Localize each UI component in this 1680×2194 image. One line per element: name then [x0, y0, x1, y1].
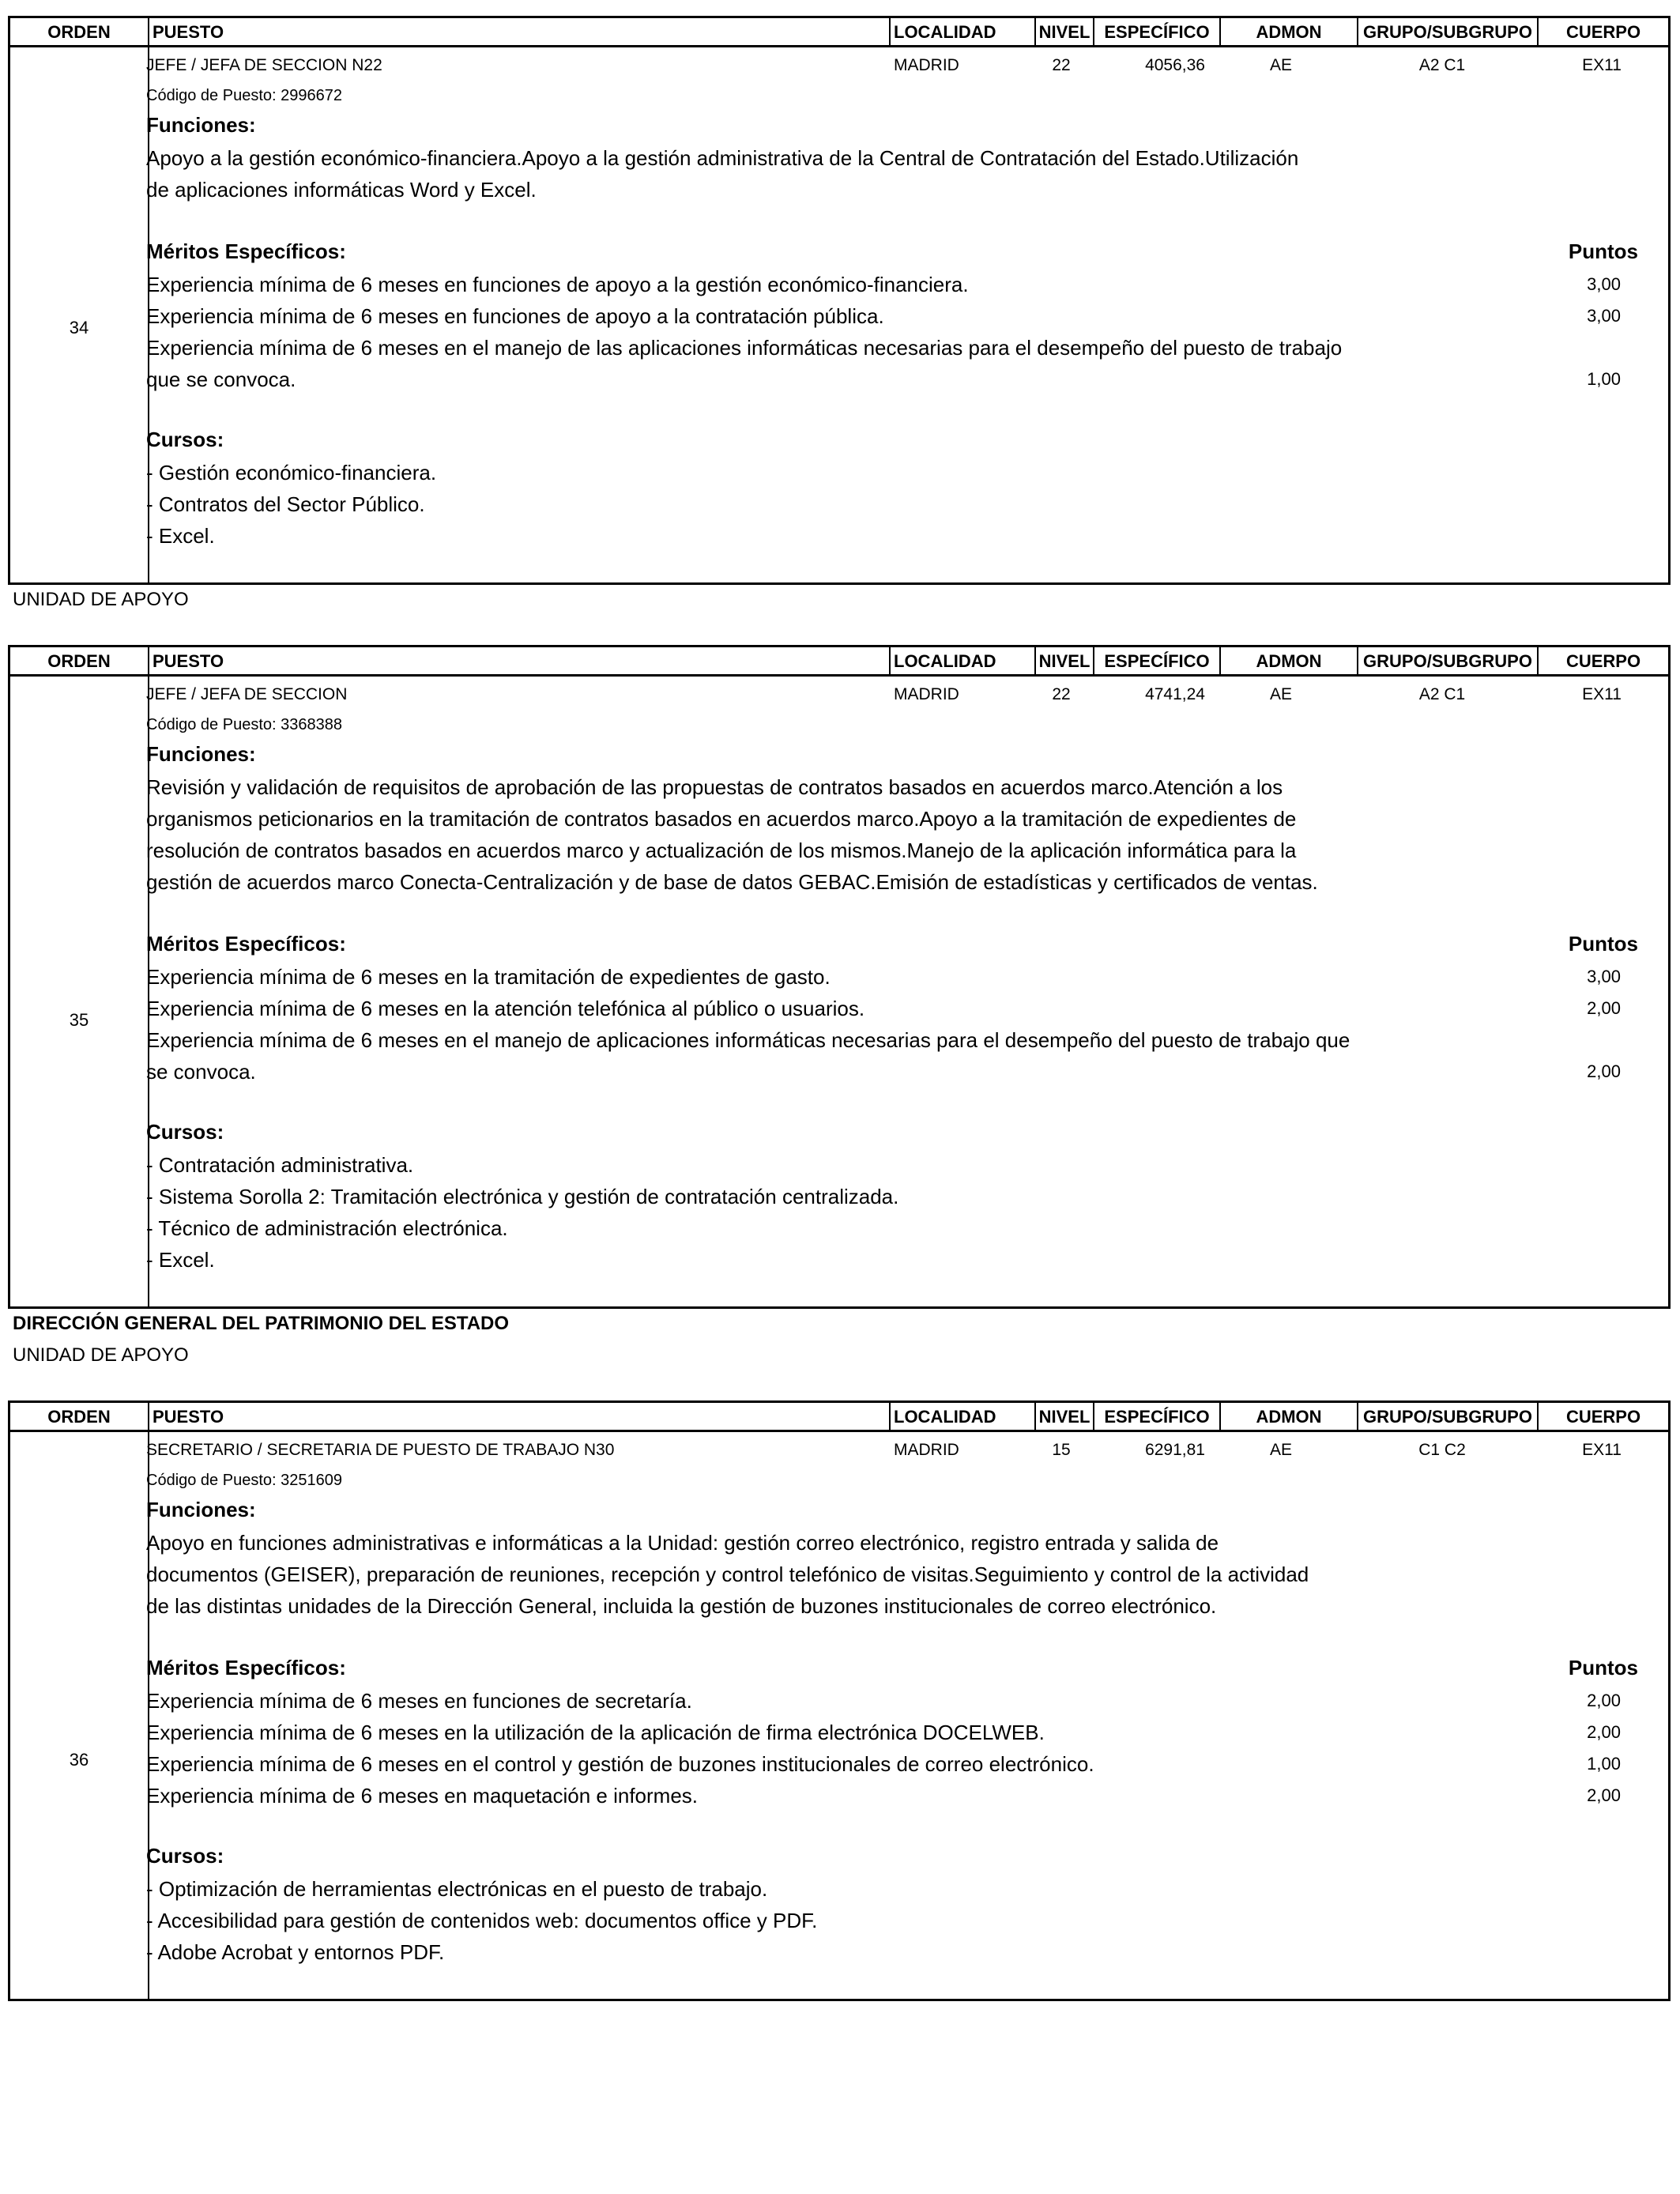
- funciones-line: Apoyo a la gestión económico-financiera.Apoyo a la gestión administrativa de la Central de Contratación del Estado.Utilización: [146, 146, 1299, 170]
- column-header-cuerpo: CUERPO: [1565, 651, 1641, 671]
- curso-item: - Contratación administrativa.: [146, 1153, 414, 1177]
- merito-puntos: 1,00: [1587, 1754, 1621, 1774]
- column-divider: [1537, 1403, 1539, 1430]
- puntos-heading: Puntos: [1568, 932, 1638, 956]
- column-header-orden: ORDEN: [47, 22, 111, 42]
- column-header-nivel: NIVEL: [1038, 22, 1090, 42]
- column-divider: [148, 1403, 149, 1430]
- merito-line: Experiencia mínima de 6 meses en la tramitación de expedientes de gasto.: [146, 965, 831, 989]
- column-header-nivel: NIVEL: [1038, 651, 1090, 671]
- merito-line: que se convoca.: [146, 368, 296, 391]
- position-row: [8, 1432, 1671, 2001]
- puntos-heading: Puntos: [1568, 239, 1638, 263]
- column-divider: [1034, 647, 1036, 674]
- merito-puntos: 2,00: [1587, 1785, 1621, 1805]
- column-header-puesto: PUESTO: [153, 22, 224, 42]
- curso-item: - Excel.: [146, 1248, 215, 1272]
- curso-item: - Técnico de administración electrónica.: [146, 1216, 508, 1240]
- puesto-title: SECRETARIO / SECRETARIA DE PUESTO DE TRABAJO N30: [146, 1441, 615, 1459]
- value-nivel: 22: [1052, 685, 1071, 703]
- column-header-localidad: LOCALIDAD: [894, 651, 996, 671]
- orden-number: 35: [69, 1010, 89, 1030]
- curso-item: - Optimización de herramientas electrónicas en el puesto de trabajo.: [146, 1877, 768, 1901]
- column-divider: [889, 18, 891, 45]
- position-row: [8, 677, 1671, 1309]
- value-localidad: MADRID: [894, 56, 959, 74]
- column-divider: [1093, 18, 1094, 45]
- cursos-heading: Cursos:: [146, 428, 224, 451]
- column-header-localidad: LOCALIDAD: [894, 1407, 996, 1427]
- meritos-heading: Méritos Específicos:: [146, 239, 346, 263]
- funciones-line: Revisión y validación de requisitos de aprobación de las propuestas de contratos basados en acuerdos marco.Atención a los: [146, 775, 1283, 799]
- value-cuerpo: EX11: [1582, 685, 1622, 703]
- column-header-admon: ADMON: [1256, 1407, 1322, 1427]
- funciones-line: de aplicaciones informáticas Word y Excel.: [146, 178, 537, 202]
- funciones-line: de las distintas unidades de la Dirección General, incluida la gestión de buzones institucionales de correo electrónico.: [146, 1594, 1217, 1618]
- column-divider: [1357, 18, 1358, 45]
- column-header-orden: ORDEN: [47, 1407, 111, 1427]
- column-header-admon: ADMON: [1256, 651, 1322, 671]
- column-header-localidad: LOCALIDAD: [894, 22, 996, 42]
- merito-puntos: 2,00: [1587, 998, 1621, 1018]
- merito-puntos: 2,00: [1587, 1691, 1621, 1710]
- value-admon: AE: [1269, 685, 1292, 703]
- value-cuerpo: EX11: [1582, 56, 1622, 74]
- column-divider: [148, 647, 149, 674]
- column-header-especifico: ESPECÍFICO: [1104, 1407, 1210, 1427]
- section-line-unidad-2: UNIDAD DE APOYO: [13, 1344, 189, 1366]
- puesto-title: JEFE / JEFA DE SECCION: [146, 685, 348, 703]
- column-header-orden: ORDEN: [47, 651, 111, 671]
- funciones-line: Apoyo en funciones administrativas e informáticas a la Unidad: gestión correo electrónico, registro entrada y salida de: [146, 1531, 1219, 1555]
- merito-puntos: 3,00: [1587, 274, 1621, 294]
- merito-line: Experiencia mínima de 6 meses en la atención telefónica al público o usuarios.: [146, 997, 865, 1020]
- value-nivel: 22: [1052, 56, 1071, 74]
- value-nivel: 15: [1052, 1441, 1071, 1459]
- column-header-especifico: ESPECÍFICO: [1104, 22, 1210, 42]
- column-header-nivel: NIVEL: [1038, 1407, 1090, 1427]
- orden-divider: [148, 677, 149, 1306]
- merito-line: Experiencia mínima de 6 meses en funciones de secretaría.: [146, 1689, 692, 1713]
- column-divider: [1219, 18, 1221, 45]
- column-header-grupo: GRUPO/SUBGRUPO: [1363, 22, 1532, 42]
- value-especifico: 4741,24: [1145, 685, 1205, 703]
- column-divider: [1093, 647, 1094, 674]
- column-header-cuerpo: CUERPO: [1565, 22, 1641, 42]
- column-divider: [1034, 1403, 1036, 1430]
- funciones-line: organismos peticionarios en la tramitación de contratos basados en acuerdos marco.Apoyo a la tramitación de expedientes de: [146, 807, 1297, 831]
- merito-puntos: 2,00: [1587, 1722, 1621, 1742]
- merito-line: Experiencia mínima de 6 meses en maquetación e informes.: [146, 1784, 699, 1808]
- value-grupo: A2 C1: [1418, 685, 1466, 703]
- column-header-puesto: PUESTO: [153, 651, 224, 671]
- curso-item: - Gestión económico-financiera.: [146, 461, 437, 484]
- funciones-heading: Funciones:: [146, 742, 256, 766]
- orden-number: 36: [69, 1750, 89, 1770]
- cursos-heading: Cursos:: [146, 1120, 224, 1144]
- column-divider: [1034, 18, 1036, 45]
- merito-line: Experiencia mínima de 6 meses en funciones de apoyo a la contratación pública.: [146, 304, 884, 328]
- value-admon: AE: [1269, 1441, 1292, 1459]
- funciones-line: resolución de contratos basados en acuerdos marco y actualización de los mismos.Manejo de la aplicación informática para la: [146, 839, 1297, 862]
- funciones-line: gestión de acuerdos marco Conecta-Centralización y de base de datos GEBAC.Emisión de estadísticas y certificados de ventas.: [146, 870, 1318, 894]
- column-divider: [889, 647, 891, 674]
- funciones-line: documentos (GEISER), preparación de reuniones, recepción y control telefónico de visitas.Seguimiento y control de la actividad: [146, 1563, 1309, 1586]
- curso-item: - Excel.: [146, 524, 215, 548]
- merito-line: se convoca.: [146, 1060, 256, 1084]
- merito-puntos: 2,00: [1587, 1061, 1621, 1081]
- orden-number: 34: [69, 318, 89, 337]
- merito-puntos: 1,00: [1587, 369, 1621, 389]
- curso-item: - Contratos del Sector Público.: [146, 492, 425, 516]
- column-divider: [1219, 1403, 1221, 1430]
- merito-line: Experiencia mínima de 6 meses en el manejo de las aplicaciones informáticas necesarias para el desempeño del puesto de trabajo: [146, 336, 1343, 360]
- merito-puntos: 3,00: [1587, 306, 1621, 326]
- column-divider: [889, 1403, 891, 1430]
- column-divider: [1357, 647, 1358, 674]
- codigo-puesto: Código de Puesto: 3368388: [146, 716, 342, 733]
- section-line-unidad-1: UNIDAD DE APOYO: [13, 589, 189, 610]
- value-especifico: 6291,81: [1145, 1441, 1205, 1459]
- cursos-heading: Cursos:: [146, 1844, 224, 1868]
- position-row: [8, 47, 1671, 585]
- value-localidad: MADRID: [894, 1441, 959, 1459]
- codigo-puesto: Código de Puesto: 3251609: [146, 1472, 342, 1489]
- puntos-heading: Puntos: [1568, 1656, 1638, 1679]
- column-divider: [1357, 1403, 1358, 1430]
- table-header-row: [8, 16, 1671, 47]
- column-header-grupo: GRUPO/SUBGRUPO: [1363, 1407, 1532, 1427]
- meritos-heading: Méritos Específicos:: [146, 932, 346, 956]
- meritos-heading: Méritos Específicos:: [146, 1656, 346, 1679]
- column-divider: [1219, 647, 1221, 674]
- value-cuerpo: EX11: [1582, 1441, 1622, 1459]
- puesto-title: JEFE / JEFA DE SECCION N22: [146, 56, 382, 74]
- table-header-row: [8, 645, 1671, 677]
- value-localidad: MADRID: [894, 685, 959, 703]
- column-header-especifico: ESPECÍFICO: [1104, 651, 1210, 671]
- merito-line: Experiencia mínima de 6 meses en la utilización de la aplicación de firma electrónica DOCELWEB.: [146, 1721, 1045, 1744]
- column-divider: [1537, 647, 1539, 674]
- curso-item: - Adobe Acrobat y entornos PDF.: [146, 1940, 445, 1964]
- curso-item: - Sistema Sorolla 2: Tramitación electrónica y gestión de contratación centralizada.: [146, 1185, 899, 1208]
- column-header-grupo: GRUPO/SUBGRUPO: [1363, 651, 1532, 671]
- table-header-row: [8, 1400, 1671, 1432]
- funciones-heading: Funciones:: [146, 1498, 256, 1521]
- merito-puntos: 3,00: [1587, 967, 1621, 986]
- column-divider: [1537, 18, 1539, 45]
- column-divider: [148, 18, 149, 45]
- codigo-puesto: Código de Puesto: 2996672: [146, 87, 342, 104]
- value-especifico: 4056,36: [1145, 56, 1205, 74]
- curso-item: - Accesibilidad para gestión de contenidos web: documentos office y PDF.: [146, 1909, 818, 1932]
- column-header-cuerpo: CUERPO: [1565, 1407, 1641, 1427]
- section-line-direccion: DIRECCIÓN GENERAL DEL PATRIMONIO DEL ESTADO: [13, 1313, 510, 1334]
- value-admon: AE: [1269, 56, 1292, 74]
- value-grupo: C1 C2: [1418, 1441, 1466, 1459]
- funciones-heading: Funciones:: [146, 113, 256, 137]
- merito-line: Experiencia mínima de 6 meses en funciones de apoyo a la gestión económico-financiera.: [146, 273, 969, 296]
- column-header-puesto: PUESTO: [153, 1407, 224, 1427]
- merito-line: Experiencia mínima de 6 meses en el manejo de aplicaciones informáticas necesarias para el desempeño del puesto de trabajo que: [146, 1028, 1350, 1052]
- column-divider: [1093, 1403, 1094, 1430]
- value-grupo: A2 C1: [1418, 56, 1466, 74]
- merito-line: Experiencia mínima de 6 meses en el control y gestión de buzones institucionales de correo electrónico.: [146, 1752, 1094, 1776]
- column-header-admon: ADMON: [1256, 22, 1322, 42]
